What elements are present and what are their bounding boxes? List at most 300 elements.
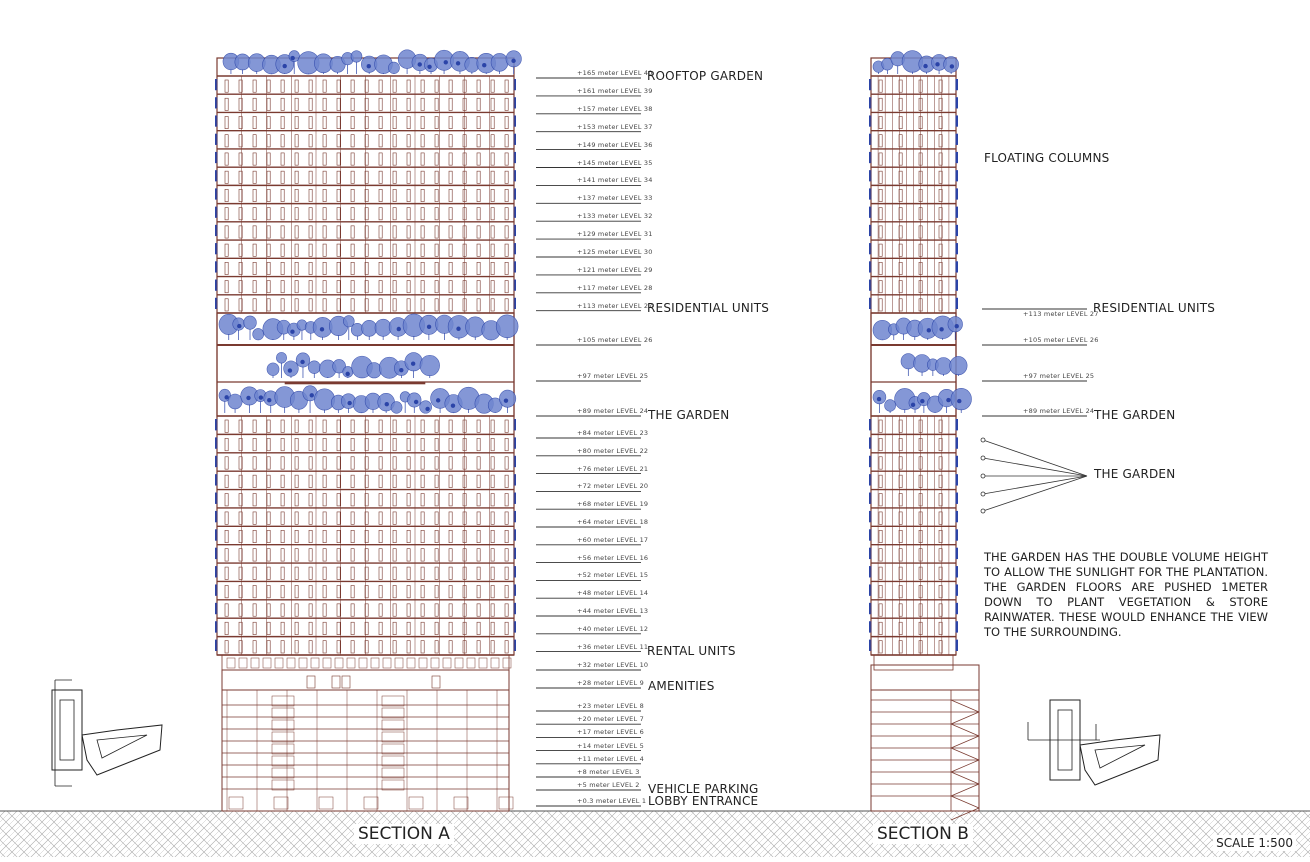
window-mullion [879,475,882,487]
window-mullion [253,420,256,432]
level-label: +40 meter LEVEL 12 [577,624,649,633]
tree-detail [347,401,351,405]
callout-node [981,456,985,460]
side-glazing [956,280,959,291]
window-mullion [337,604,340,616]
window-mullion [253,171,256,183]
window-mullion [879,567,882,579]
window-mullion [225,226,228,238]
window-mullion [505,549,508,561]
level-label: +117 meter LEVEL 28 [577,283,653,292]
window-mullion [253,641,256,653]
window-mullion [379,585,382,597]
window-mullion [253,494,256,506]
window-mullion [225,80,228,92]
rental-window [263,658,271,668]
window-mullion [505,189,508,201]
window-mullion [253,98,256,110]
window-mullion [505,420,508,432]
window-mullion [505,494,508,506]
window-mullion [407,244,410,256]
window-mullion [505,475,508,487]
window-mullion [267,622,270,634]
window-mullion [393,171,396,183]
window-mullion [449,262,452,274]
zone-label-b-residential-units: RESIDENTIAL UNITS [1093,301,1216,315]
window-mullion [295,457,298,469]
level-label: +17 meter LEVEL 6 [577,728,644,737]
tree-canopy [935,358,951,375]
window-mullion [477,475,480,487]
window-mullion [435,457,438,469]
window-mullion [323,189,326,201]
level-label: +157 meter LEVEL 38 [577,104,653,113]
window-mullion [323,567,326,579]
b-amenities [871,665,979,690]
rental-window [335,658,343,668]
rental-window [383,658,391,668]
b-rental-floor [874,655,953,670]
window-mullion [225,153,228,165]
window-mullion [337,171,340,183]
window-mullion [449,98,452,110]
window-mullion [337,208,340,220]
window-mullion [477,457,480,469]
tree-detail [957,399,961,403]
window-mullion [393,475,396,487]
tree-detail [456,61,460,65]
window-mullion [281,116,284,128]
window-mullion [393,153,396,165]
tree-canopy [499,390,515,407]
window-mullion [491,494,494,506]
window-mullion [449,189,452,201]
window-mullion [281,281,284,293]
window-mullion [449,171,452,183]
window-mullion [491,208,494,220]
window-mullion [267,475,270,487]
window-mullion [351,438,354,450]
window-mullion [309,244,312,256]
window-mullion [253,244,256,256]
window-mullion [281,299,284,311]
window-mullion [351,208,354,220]
tree-canopy [284,361,299,376]
window-mullion [267,189,270,201]
window-mullion [491,299,494,311]
window-mullion [407,494,410,506]
tree-detail [427,65,431,69]
window-mullion [323,549,326,561]
window-mullion [449,80,452,92]
window-mullion [225,549,228,561]
window-mullion [421,299,424,311]
b-podium [871,690,979,811]
tree-detail [290,329,294,333]
tree-detail [345,372,349,376]
window-mullion [295,641,298,653]
window-mullion [491,549,494,561]
tree-detail [927,328,931,332]
tree-canopy [950,356,967,374]
window-mullion [477,135,480,147]
window-mullion [379,80,382,92]
tree-detail [504,398,508,402]
window-mullion [491,585,494,597]
window-mullion [435,604,438,616]
side-glazing [956,207,959,218]
window-mullion [337,475,340,487]
window-mullion [337,189,340,201]
window-mullion [379,189,382,201]
stair-window [272,696,294,706]
window-mullion [407,226,410,238]
window-mullion [505,281,508,293]
window-mullion [309,438,312,450]
window-mullion [435,438,438,450]
tree-canopy [496,315,518,338]
window-mullion [281,135,284,147]
window-mullion [477,262,480,274]
window-mullion [281,641,284,653]
window-mullion [449,420,452,432]
ramp-line [951,748,979,760]
rental-window [479,658,487,668]
tree-canopy [228,394,242,409]
window-mullion [309,135,312,147]
window-mullion [295,585,298,597]
rental-window [347,658,355,668]
window-mullion [267,438,270,450]
window-mullion [281,567,284,579]
window-mullion [267,299,270,311]
window-mullion [281,438,284,450]
level-label: +56 meter LEVEL 16 [577,553,649,562]
window-mullion [323,530,326,542]
ramp-line [951,700,979,712]
ground-hatch [0,811,1310,857]
rental-window [491,658,499,668]
window-mullion [267,80,270,92]
window-mullion [323,153,326,165]
window-mullion [879,512,882,524]
window-mullion [225,438,228,450]
window-mullion [379,226,382,238]
window-mullion [421,641,424,653]
window-mullion [337,622,340,634]
window-mullion [267,494,270,506]
window-mullion [491,512,494,524]
window-mullion [421,530,424,542]
window-mullion [225,262,228,274]
side-glazing [956,261,959,272]
window-mullion [393,226,396,238]
window-mullion [267,585,270,597]
window-mullion [267,530,270,542]
window-mullion [449,116,452,128]
window-mullion [309,567,312,579]
window-mullion [421,494,424,506]
window-mullion [879,457,882,469]
window-mullion [309,189,312,201]
tree-canopy [420,401,432,414]
window-mullion [281,226,284,238]
window-mullion [281,189,284,201]
tree-detail [456,327,460,331]
level-label: +0.3 meter LEVEL 1 [577,797,647,805]
side-glazing [956,225,959,236]
rental-window [227,658,235,668]
window-mullion [449,135,452,147]
side-glazing [956,79,959,90]
window-mullion [491,171,494,183]
window-mullion [281,262,284,274]
level-label: +8 meter LEVEL 3 [577,768,640,776]
side-glazing [956,584,959,595]
tree-canopy [885,400,896,412]
window-mullion [379,457,382,469]
plan-tower-outline [52,690,82,770]
window-mullion [351,641,354,653]
window-mullion [351,604,354,616]
ramp-line [951,724,979,736]
window-mullion [225,512,228,524]
window-mullion [379,299,382,311]
window-mullion [449,457,452,469]
b-level-label: +113 meter LEVEL 27 [1023,310,1099,318]
window-mullion [337,226,340,238]
level-label: +28 meter LEVEL 9 [577,679,644,687]
window-mullion [309,281,312,293]
window-mullion [477,420,480,432]
window-mullion [281,494,284,506]
window-mullion [421,512,424,524]
level-label: +76 meter LEVEL 21 [577,464,649,473]
window-mullion [267,153,270,165]
window-mullion [879,244,882,256]
window-mullion [267,549,270,561]
window-mullion [351,153,354,165]
window-mullion [295,135,298,147]
window-mullion [379,281,382,293]
tree-detail [923,64,927,68]
window-mullion [393,641,396,653]
tree-canopy [388,62,399,74]
side-glazing [956,97,959,108]
window-mullion [421,475,424,487]
window-mullion [879,98,882,110]
window-mullion [421,135,424,147]
window-mullion [379,116,382,128]
window-mullion [879,585,882,597]
window-mullion [421,567,424,579]
window-mullion [407,189,410,201]
window-mullion [505,80,508,92]
window-mullion [505,299,508,311]
window-mullion [449,244,452,256]
tree-detail [935,62,939,66]
window-mullion [435,494,438,506]
window-mullion [421,420,424,432]
window-mullion [491,116,494,128]
window-mullion [351,135,354,147]
tree-detail [436,398,440,402]
amenity-door [332,676,340,688]
key-plan [1050,700,1160,785]
stair-window [382,696,404,706]
tree-canopy [491,53,508,71]
window-mullion [477,641,480,653]
ramp-line [951,784,979,796]
section-a-title: SECTION A [354,824,454,844]
window-mullion [281,585,284,597]
section-b-building [869,51,979,820]
level-label: +133 meter LEVEL 32 [577,212,653,221]
window-mullion [309,208,312,220]
callout-node [981,492,985,496]
window-mullion [225,604,228,616]
window-mullion [435,80,438,92]
window-mullion [267,262,270,274]
window-mullion [351,98,354,110]
section-a-level-leaders [536,78,641,806]
window-mullion [281,512,284,524]
tree-detail [385,402,389,406]
window-mullion [323,457,326,469]
stair-window [272,780,294,790]
window-mullion [505,171,508,183]
window-mullion [879,116,882,128]
window-mullion [477,567,480,579]
level-label: +36 meter LEVEL 11 [577,642,649,651]
stair-window [382,756,404,766]
window-mullion [295,549,298,561]
window-mullion [323,208,326,220]
window-mullion [393,116,396,128]
window-mullion [379,641,382,653]
window-mullion [351,585,354,597]
window-mullion [309,98,312,110]
window-mullion [295,512,298,524]
window-mullion [879,226,882,238]
window-mullion [491,153,494,165]
tree-detail [451,403,455,407]
window-mullion [421,604,424,616]
zone-label-b-the-garden-callout: THE GARDEN [1094,467,1176,481]
window-mullion [879,262,882,274]
callout-node [981,474,985,478]
window-mullion [225,98,228,110]
tree-detail [397,327,401,331]
window-mullion [477,80,480,92]
window-mullion [225,135,228,147]
window-mullion [281,80,284,92]
window-mullion [253,153,256,165]
window-mullion [323,171,326,183]
stair-window [272,720,294,730]
level-label: +161 meter LEVEL 39 [577,86,653,95]
zone-label-b-the-garden: THE GARDEN [1094,408,1176,422]
window-mullion [351,116,354,128]
window-mullion [337,262,340,274]
window-mullion [421,622,424,634]
tree-detail [955,324,959,328]
window-mullion [393,262,396,274]
window-mullion [505,438,508,450]
tree-canopy [253,328,264,340]
window-mullion [879,189,882,201]
side-glazing [956,511,959,522]
stair-window [382,708,404,718]
window-mullion [477,153,480,165]
podium [222,690,509,811]
window-mullion [267,116,270,128]
window-mullion [393,208,396,220]
window-mullion [421,438,424,450]
window-mullion [407,135,410,147]
window-mullion [323,116,326,128]
window-mullion [421,153,424,165]
window-mullion [323,438,326,450]
window-mullion [267,135,270,147]
tree-detail [511,59,515,63]
plan-podium-outline [1080,735,1160,785]
stair-window [382,768,404,778]
scale-label: SCALE 1:500 [1213,835,1296,851]
window-mullion [337,494,340,506]
window-mullion [491,244,494,256]
window-mullion [477,189,480,201]
window-mullion [435,299,438,311]
tree-canopy [362,320,377,336]
window-mullion [505,135,508,147]
window-mullion [267,641,270,653]
window-mullion [435,420,438,432]
level-label: +149 meter LEVEL 36 [577,140,653,149]
window-mullion [879,135,882,147]
window-mullion [435,281,438,293]
amenity-door [342,676,350,688]
window-mullion [309,512,312,524]
plan-void [97,735,147,758]
window-mullion [407,457,410,469]
window-mullion [351,244,354,256]
window-mullion [253,208,256,220]
window-mullion [225,281,228,293]
window-mullion [449,208,452,220]
window-mullion [225,585,228,597]
window-mullion [253,438,256,450]
window-mullion [491,98,494,110]
side-glazing [956,529,959,540]
design-note: THE GARDEN HAS THE DOUBLE VOLUME HEIGHT TO ALLOW THE SUNLIGHT FOR THE PLANTATION. THE GARDEN FLOORS ARE PUSHED 1METER DOWN TO PLANT VEGETATION & STORE RAINWATER. THESE WOULD ENHANCE THE VIEW TO THE SURROUNDING. [984,550,1268,639]
lobby-door [409,797,423,809]
b-level-label: +89 meter LEVEL 24 [1023,407,1095,415]
level-label: +44 meter LEVEL 13 [577,607,649,615]
window-mullion [225,567,228,579]
window-mullion [351,530,354,542]
window-mullion [281,98,284,110]
tree-detail [259,395,263,399]
window-mullion [351,512,354,524]
window-mullion [407,641,410,653]
window-mullion [337,116,340,128]
window-mullion [435,244,438,256]
stair-window [382,732,404,742]
ramp-line [951,736,979,748]
window-mullion [323,281,326,293]
window-mullion [393,135,396,147]
